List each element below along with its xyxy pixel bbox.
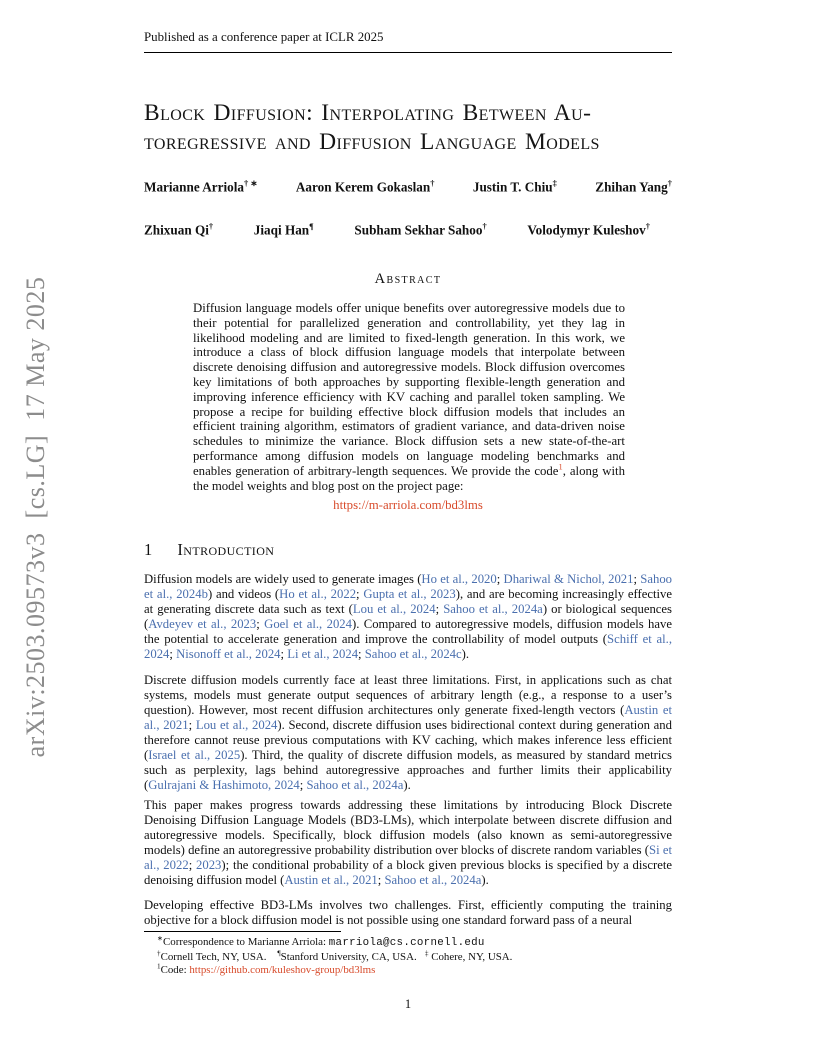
author-affiliation-mark: †: [482, 221, 487, 231]
citation-link[interactable]: Gulrajani & Hashimoto, 2024: [148, 778, 300, 792]
abstract-body: [193, 301, 625, 493]
text-run: ;: [356, 587, 364, 601]
citation-link[interactable]: Ho et al., 2022: [279, 587, 357, 601]
author-row-2: [144, 221, 650, 238]
citation-link[interactable]: Lou et al., 2024: [195, 718, 278, 732]
citation-link[interactable]: Sahoo et al., 2024a: [306, 778, 404, 792]
paper-title-line1: Block Diffusion: Interpolating Between Au-: [144, 100, 592, 126]
text-run: ;: [496, 572, 504, 586]
text-run: ); the conditional probability of a block given previous blocks is specified by a discrete denoising diffusion model (: [144, 858, 672, 887]
url-link[interactable]: https://github.com/kuleshov-group/bd3lms: [189, 964, 376, 977]
author-affiliation-mark: †: [208, 221, 214, 231]
text-run: ) and videos (: [207, 587, 280, 601]
footnote-block: [144, 931, 672, 978]
author-affiliation-mark: † ∗: [244, 178, 258, 188]
text-run: Stanford University, CA, USA.: [280, 950, 425, 963]
text-run: Diffusion language models offer unique benefits over autoregressive models due to their potential for parallelized generation and controllability, yet they lag in likelihood modeling and are limited to fixed-length generation. In this work, we introduce a class of block diffusion language models that interpolate between discrete denoising diffusion and autoregressive models. Block diffusion overcomes key limitations of both approaches by supporting flexible-length generation and improving inference efficiency with KV caching and parallel token sampling. We propose a recipe for building effective block diffusion models that includes an efficient training algorithm, estimators of gradient variance, and data-driven noise schedules to minimize the variance. Block diffusion sets a new state-of-the-art performance among diffusion models on language modeling benchmarks and enables generation of arbitrary-length sequences. We provide the code: [193, 301, 625, 478]
author-affiliation-mark: †: [645, 221, 650, 231]
section-heading-introduction: [144, 540, 672, 560]
text-run: ¶: [277, 948, 281, 957]
citation-link[interactable]: Sahoo et al., 2024c: [364, 647, 462, 661]
author-row-1: [144, 178, 672, 195]
page-number: 1: [404, 997, 412, 1011]
citation-link[interactable]: Lou et al., 2024: [352, 602, 436, 616]
author-name: Zhixuan Qi†: [144, 221, 214, 238]
author-name: Volodymyr Kuleshov†: [527, 221, 650, 238]
text-run: ), and are becoming increasingly effective at generating discrete data such as text (: [144, 587, 672, 616]
citation-link[interactable]: Goel et al., 2024: [264, 617, 352, 631]
citation-link[interactable]: Schiff et al., 2024: [144, 632, 672, 661]
abstract-heading: Abstract: [374, 271, 442, 287]
text-run: ). Third, the quality of discrete diffusion models, as measured by standard metrics such as perplexity, lags behind autoregressive approaches and further limits their applicability (: [144, 748, 672, 792]
text-run: ;: [377, 873, 385, 887]
author-name: Marianne Arriola† ∗: [144, 178, 258, 195]
arxiv-watermark: arXiv:2503.09573v3 [cs.LG] 17 May 2025: [21, 276, 50, 758]
text-run: Correspondence to Marianne Arriola:: [163, 936, 329, 948]
footnote-affiliations: [144, 948, 672, 965]
text-run: ;: [188, 858, 197, 872]
citation-link[interactable]: Sahoo et al., 2024a: [443, 602, 543, 616]
citation-link[interactable]: Austin et al., 2021: [144, 703, 672, 732]
footnote-code: [144, 964, 672, 978]
footnote-correspondence: [144, 936, 672, 951]
text-run: ).: [403, 778, 411, 792]
text-run: ). Second, discrete diffusion uses bidirectional context during generation and therefore cannot reuse previous computations with KV caching, which makes inference less efficient (: [144, 718, 672, 762]
citation-link[interactable]: Gupta et al., 2023: [363, 587, 456, 601]
text-run: ;: [188, 718, 196, 732]
author-name: Justin T. Chiu‡: [472, 178, 557, 195]
text-run: †: [157, 948, 161, 957]
text-run: Diffusion models are widely used to generate images (: [144, 572, 422, 586]
paper-title: [144, 99, 672, 157]
intro-paragraph-1: [144, 572, 672, 662]
text-run: ;: [299, 778, 307, 792]
text-run: Cornell Tech, NY, USA.: [160, 950, 278, 963]
text-run: ;: [633, 572, 641, 586]
author-affiliation-mark: ‡: [552, 178, 557, 188]
text-run: 1: [157, 962, 161, 971]
author-name: Aaron Kerem Gokaslan†: [295, 178, 435, 195]
citation-link[interactable]: Nisonoff et al., 2024: [176, 647, 281, 661]
text-run: ;: [358, 647, 365, 661]
author-affiliation-mark: ¶: [309, 221, 314, 231]
text-run: ;: [169, 647, 177, 661]
intro-paragraph-4: [144, 898, 672, 928]
project-link-line: [144, 498, 672, 513]
author-affiliation-mark: †: [667, 178, 672, 188]
footnote-rule: [144, 931, 341, 932]
text-run: ;: [280, 647, 288, 661]
citation-link[interactable]: Li et al., 2024: [287, 647, 359, 661]
citation-link[interactable]: Avdeyev et al., 2023: [148, 617, 257, 631]
text-run: Discrete diffusion models currently face at least three limitations. First, in applications such as chat systems, models must generate output sequences of arbitrary length (e.g., a response to a user’s question). However, most recent diffusion architectures only generate fixed-length vectors (: [144, 673, 672, 717]
citation-link[interactable]: Austin et al., 2021: [284, 873, 378, 887]
citation-link[interactable]: Si et al., 2022: [144, 843, 672, 872]
author-name: Zhihan Yang†: [595, 178, 672, 195]
citation-link[interactable]: Ho et al., 2020: [421, 572, 497, 586]
text-run: ).: [461, 647, 470, 661]
text-run: Code:: [160, 964, 190, 977]
text-run: , along with the model weights and blog post on the project page:: [193, 463, 626, 493]
section-title: Introduction: [177, 540, 275, 559]
text-run: ;: [435, 602, 444, 616]
project-page-link[interactable]: https://m-arriola.com/bd3lms: [333, 498, 483, 512]
citation-link[interactable]: Sahoo et al., 2024a: [384, 873, 482, 887]
citation-link[interactable]: Dhariwal & Nichol, 2021: [503, 572, 634, 586]
url-link[interactable]: 1: [558, 461, 563, 472]
text-run: ‡: [424, 948, 429, 957]
author-affiliation-mark: †: [430, 178, 435, 188]
text-run: marriola@cs.cornell.edu: [328, 937, 485, 949]
text-run: ;: [256, 617, 265, 631]
section-number: 1: [144, 540, 153, 559]
paper-title-line2: toregressive and Diffusion Language Models: [144, 129, 600, 155]
text-run: ∗: [157, 934, 164, 943]
citation-link[interactable]: Israel et al., 2025: [148, 748, 241, 762]
text-run: ). Compared to autoregressive models, diffusion models have the potential to accelerate generation and improve the controllability of model outputs (: [144, 617, 672, 646]
citation-link[interactable]: 2023: [196, 858, 222, 872]
author-name: Jiaqi Han¶: [253, 221, 314, 238]
intro-paragraph-3: [144, 798, 672, 888]
running-header: Published as a conference paper at ICLR 2025: [144, 30, 672, 53]
intro-paragraph-2: [144, 673, 672, 793]
text-run: Cohere, NY, USA.: [428, 950, 513, 963]
text-run: ) or biological sequences (: [144, 602, 672, 631]
author-name: Subham Sekhar Sahoo†: [354, 221, 487, 238]
citation-link[interactable]: Sahoo et al., 2024b: [144, 572, 673, 601]
text-run: This paper makes progress towards addressing these limitations by introducing Block Discrete Denoising Diffusion Language Models (BD3-LMs), which interpolate between discrete diffusion and autoregressive models. Specifically, block diffusion models (also known as semi-autoregressive models) define an autoregressive probability distribution over blocks of discrete random variables (: [144, 798, 672, 857]
text-run: Developing effective BD3-LMs involves two challenges. First, efficiently computing the training objective for a block diffusion model is not possible using one standard forward pass of a neural: [144, 898, 672, 927]
text-run: ).: [481, 873, 489, 887]
